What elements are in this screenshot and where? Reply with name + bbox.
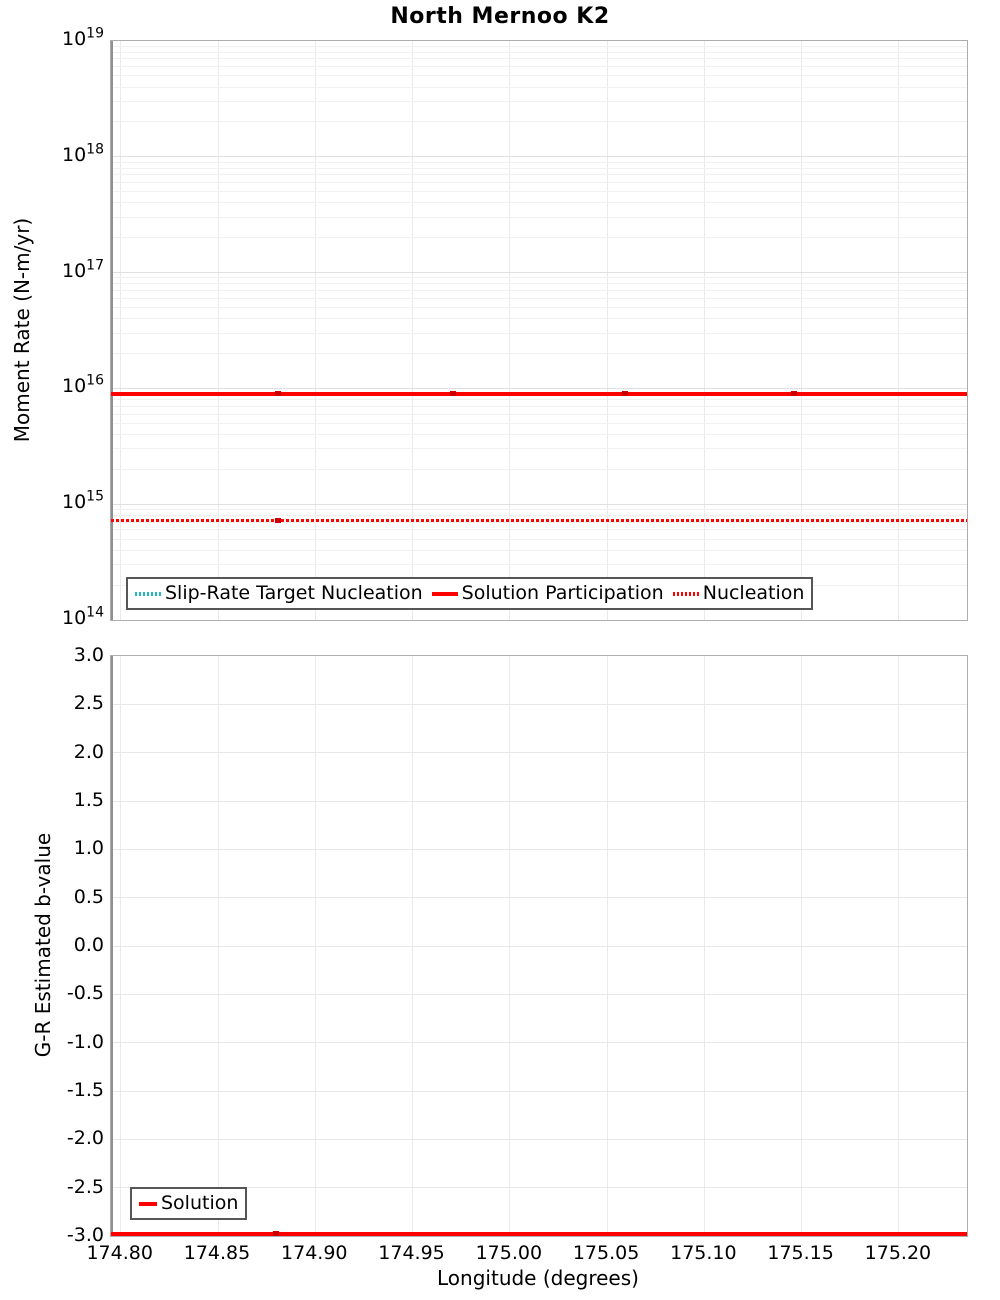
y-gridline-minor (111, 162, 967, 163)
y-gridline-minor (111, 290, 967, 291)
legend-item-slip-rate-target (135, 582, 423, 605)
x-gridline (315, 41, 316, 620)
y-tick-label: $10^{15}$ (61, 488, 104, 514)
y-tick-label: 3.0 (73, 644, 104, 666)
series-line-nucleation (111, 519, 967, 522)
y-gridline (111, 994, 967, 995)
y-gridline-minor (111, 191, 967, 192)
y-tick-label: 1.5 (73, 789, 104, 811)
y-axis-line (111, 656, 113, 1236)
legend-item-nucleation (673, 582, 805, 605)
y-gridline-minor (111, 66, 967, 67)
y-gridline-minor (111, 529, 967, 530)
y-gridline-minor (111, 182, 967, 183)
legend-label: Nucleation (702, 582, 805, 604)
red-solid-line-swatch-icon (139, 1202, 157, 1206)
y-tick-label: -0.5 (66, 982, 104, 1005)
y-gridline-minor (111, 333, 967, 334)
y-gridline (111, 1042, 967, 1043)
y-tick-label: $10^{18}$ (61, 141, 104, 166)
y-gridline-minor (111, 277, 967, 278)
moment-rate-plot-area (110, 40, 968, 621)
moment-rate-axis-label: Moment Rate (N-m/yr) (10, 217, 34, 443)
y-tick-label: 2.0 (73, 740, 104, 763)
x-tick-label: 175.20 (864, 1242, 932, 1264)
legend-label: Solution (161, 1192, 239, 1214)
x-gridline (218, 41, 219, 620)
x-tick-label: 174.95 (378, 1242, 445, 1264)
y-gridline (111, 801, 967, 802)
chart-title: North Mernoo K2 (390, 4, 610, 29)
y-gridline-minor (111, 448, 967, 449)
y-gridline (111, 897, 967, 898)
y-gridline-major (111, 388, 967, 389)
y-gridline-major (111, 156, 967, 157)
y-gridline-minor (111, 283, 967, 284)
y-gridline-minor (111, 101, 967, 102)
y-gridline-major (111, 272, 967, 273)
series-line-solution-participation (111, 392, 967, 396)
y-gridline-major (111, 504, 967, 505)
y-tick-label: -2.0 (66, 1127, 104, 1150)
legend-item-solution (139, 1192, 238, 1215)
x-gridline (898, 41, 899, 620)
y-gridline-minor (111, 75, 967, 76)
x-tick-label: 175.05 (572, 1242, 640, 1264)
y-gridline-minor (111, 423, 967, 424)
y-gridline-minor (111, 414, 967, 415)
y-gridline-minor (111, 58, 967, 59)
y-gridline-minor (111, 202, 967, 203)
y-tick-label: -1.0 (66, 1030, 104, 1053)
y-gridline-minor (111, 318, 967, 319)
y-gridline-minor (111, 46, 967, 47)
moment-rate-legend (126, 577, 813, 610)
x-tick-label: 174.85 (183, 1242, 251, 1264)
legend-label: Slip-Rate Target Nucleation (165, 582, 423, 604)
red-dotted-line-swatch-icon (673, 592, 699, 596)
y-gridline-minor (111, 539, 967, 540)
b-value-axis-label: G-R Estimated b-value (31, 832, 55, 1058)
longitude-axis-label: Longitude (degrees) (437, 1266, 639, 1290)
y-gridline-minor (111, 434, 967, 435)
y-gridline (111, 1139, 967, 1140)
data-point-marker (275, 518, 281, 523)
y-axis-line (111, 41, 113, 620)
y-gridline-minor (111, 217, 967, 218)
y-gridline-minor (111, 406, 967, 407)
b-value-plot-area (110, 655, 968, 1237)
y-gridline (111, 752, 967, 753)
data-point-marker (791, 391, 797, 396)
y-gridline-minor (111, 550, 967, 551)
x-gridline (704, 41, 705, 620)
data-point-marker (273, 1231, 279, 1236)
y-tick-label: 0.0 (73, 934, 104, 956)
y-gridline-minor (111, 52, 967, 53)
y-gridline (111, 704, 967, 705)
x-gridline (412, 41, 413, 620)
y-tick-label: $10^{17}$ (61, 257, 104, 282)
data-point-marker (622, 391, 628, 396)
y-tick-label: $10^{19}$ (61, 25, 104, 50)
y-tick-label: 2.5 (73, 692, 104, 715)
y-tick-label: $10^{16}$ (61, 373, 104, 398)
y-gridline-minor (111, 87, 967, 88)
legend-item-solution-participation (432, 582, 664, 605)
y-gridline (111, 946, 967, 947)
x-tick-label: 174.80 (86, 1242, 153, 1264)
cyan-dotted-line-swatch-icon (135, 592, 161, 596)
y-tick-label: 1.0 (73, 837, 104, 860)
x-gridline (801, 41, 802, 620)
x-tick-label: 175.00 (475, 1242, 543, 1264)
y-tick-label: -1.5 (66, 1079, 104, 1101)
y-gridline-minor (111, 298, 967, 299)
y-gridline (111, 1091, 967, 1092)
x-tick-label: 175.10 (670, 1242, 737, 1264)
data-point-marker (450, 391, 456, 396)
x-gridline (120, 41, 121, 620)
y-gridline-minor (111, 469, 967, 470)
y-gridline-minor (111, 174, 967, 175)
x-gridline (607, 41, 608, 620)
legend-label: Solution Participation (461, 582, 664, 604)
y-gridline-minor (111, 121, 967, 122)
b-value-legend (130, 1187, 247, 1220)
x-tick-label: 174.90 (281, 1242, 348, 1264)
y-tick-label: $10^{14}$ (61, 604, 104, 629)
red-solid-line-swatch-icon (432, 592, 458, 596)
series-line-solution (111, 1232, 967, 1236)
y-gridline-minor (111, 399, 967, 400)
y-gridline-minor (111, 564, 967, 565)
y-gridline-minor (111, 168, 967, 169)
y-tick-label: -3.0 (66, 1224, 104, 1246)
y-gridline-minor (111, 307, 967, 308)
y-gridline-minor (111, 353, 967, 354)
y-gridline-minor (111, 509, 967, 510)
y-gridline (111, 849, 967, 850)
y-tick-label: 0.5 (73, 885, 104, 908)
x-gridline (509, 41, 510, 620)
x-tick-label: 175.15 (767, 1242, 834, 1264)
y-tick-label: -2.5 (66, 1175, 104, 1198)
y-gridline-minor (111, 237, 967, 238)
y-gridline-minor (111, 515, 967, 516)
data-point-marker (275, 391, 281, 396)
